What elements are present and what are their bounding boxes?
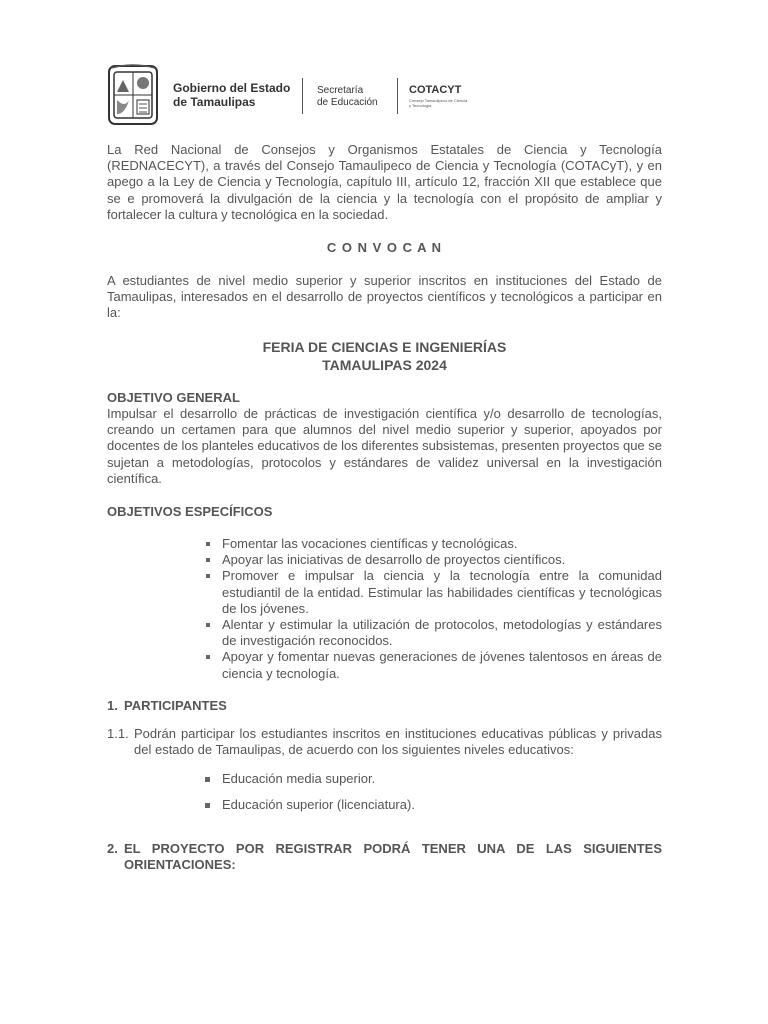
government-name <box>173 81 290 109</box>
bullet-icon <box>206 542 210 546</box>
intro-paragraph: La Red Nacional de Consejos y Organismos Estatales de Ciencia y Tecnología (REDNACECYT), a través del Consejo Tamaulipeco de Ciencia y Tecnología (COTACyT), y en apego a la Ley de Ciencia y Tecnología, capítulo III, artículo 12, fracción XII que establece que se e promoverá la divulgación de la ciencia y la tecnología con el propósito de ampliar y fortalecer la cultura y tecnológica en la sociedad. <box>107 142 662 222</box>
event-title-line-1: FERIA DE CIENCIAS E INGENIERÍAS <box>262 339 507 355</box>
list-item <box>205 552 662 568</box>
list-item <box>205 536 662 552</box>
objetivos-list <box>205 536 662 682</box>
subsection-text: Podrán participar los estudiantes inscritos en instituciones educativas públicas y privadas del estado de Tamaulipas, de acuerdo con los siguientes niveles educativos: <box>134 726 662 758</box>
section-title: EL PROYECTO POR REGISTRAR PODRÁ TENER UNA DE LAS SIGUIENTES ORIENTACIONES: <box>124 841 662 872</box>
divider <box>397 78 398 114</box>
objetivo-general-text: Impulsar el desarrollo de prácticas de investigación científica y/o desarrollo de tecnologías, creando un certamen para que alumnos del nivel medio superior y superior, apoyados por docentes de los planteles educativos de los diferentes subsistemas, presenten proyectos que se sujetan a metodologías, protocolos y estándares de validez universal en la investigación científica. <box>107 406 663 486</box>
bullet-icon <box>206 558 210 562</box>
secretaria-name <box>317 85 378 109</box>
bullet-icon <box>205 777 210 782</box>
gov-line-1: Gobierno del Estado <box>173 81 291 95</box>
level-text: Educación media superior. <box>222 771 376 786</box>
participantes-1-1 <box>107 726 662 758</box>
event-title-line-2: TAMAULIPAS 2024 <box>322 357 447 373</box>
list-item <box>205 568 662 617</box>
objetivos-especificos-heading: OBJETIVOS ESPECÍFICOS <box>107 504 273 519</box>
call-paragraph: A estudiantes de nivel medio superior y superior inscritos en instituciones del Estado de Tamaulipas, interesados en el desarrollo de proyectos científicos y tecnológicos a participar en la: <box>107 273 662 321</box>
section-title: PARTICIPANTES <box>124 698 227 713</box>
divider <box>302 78 303 114</box>
level-text: Educación superior (licenciatura). <box>222 797 415 812</box>
participantes-heading <box>107 698 662 714</box>
list-item-text: Apoyar y fomentar nuevas generaciones de jóvenes talentosos en áreas de ciencia y tecnología. <box>222 649 662 681</box>
section-number: 1. <box>107 698 118 713</box>
bullet-icon <box>205 803 210 808</box>
bullet-icon <box>206 623 210 627</box>
cotacyt-subtitle: Consejo Tamaulipeco de Ciencia y Tecnología <box>409 98 468 108</box>
level-item <box>205 771 375 787</box>
bullet-icon <box>206 574 210 578</box>
list-item-text: Promover e impulsar la ciencia y la tecnología entre la comunidad estudiantil de la entidad. Estimular las habilidades científicas y tecnológicas de los jóvenes. <box>222 568 662 616</box>
list-item-text: Alentar y estimular la utilización de protocolos, metodologías y estándares de investigación reconocidos. <box>222 617 662 649</box>
cotacyt-logo: COTACYT <box>409 84 462 96</box>
convocan-heading: C O N V O C A N <box>326 240 443 255</box>
event-title <box>107 338 662 374</box>
level-item <box>205 797 415 813</box>
letterhead <box>107 64 487 128</box>
list-item-text: Apoyar las iniciativas de desarrollo de proyectos científicos. <box>222 552 566 568</box>
section-2-heading <box>107 841 662 873</box>
sec-line-1: Secretaría <box>317 85 364 96</box>
sec-line-2: de Educación <box>317 97 378 108</box>
list-item <box>205 649 662 681</box>
subsection-number: 1.1. <box>107 726 129 741</box>
section-number: 2. <box>107 841 118 856</box>
gov-line-2: de Tamaulipas <box>173 95 256 109</box>
bullet-icon <box>206 655 210 659</box>
state-seal-logo <box>107 64 159 126</box>
list-item-text: Fomentar las vocaciones científicas y tecnológicas. <box>222 536 518 551</box>
list-item <box>205 617 662 649</box>
objetivo-general-heading: OBJETIVO GENERAL <box>107 390 240 405</box>
